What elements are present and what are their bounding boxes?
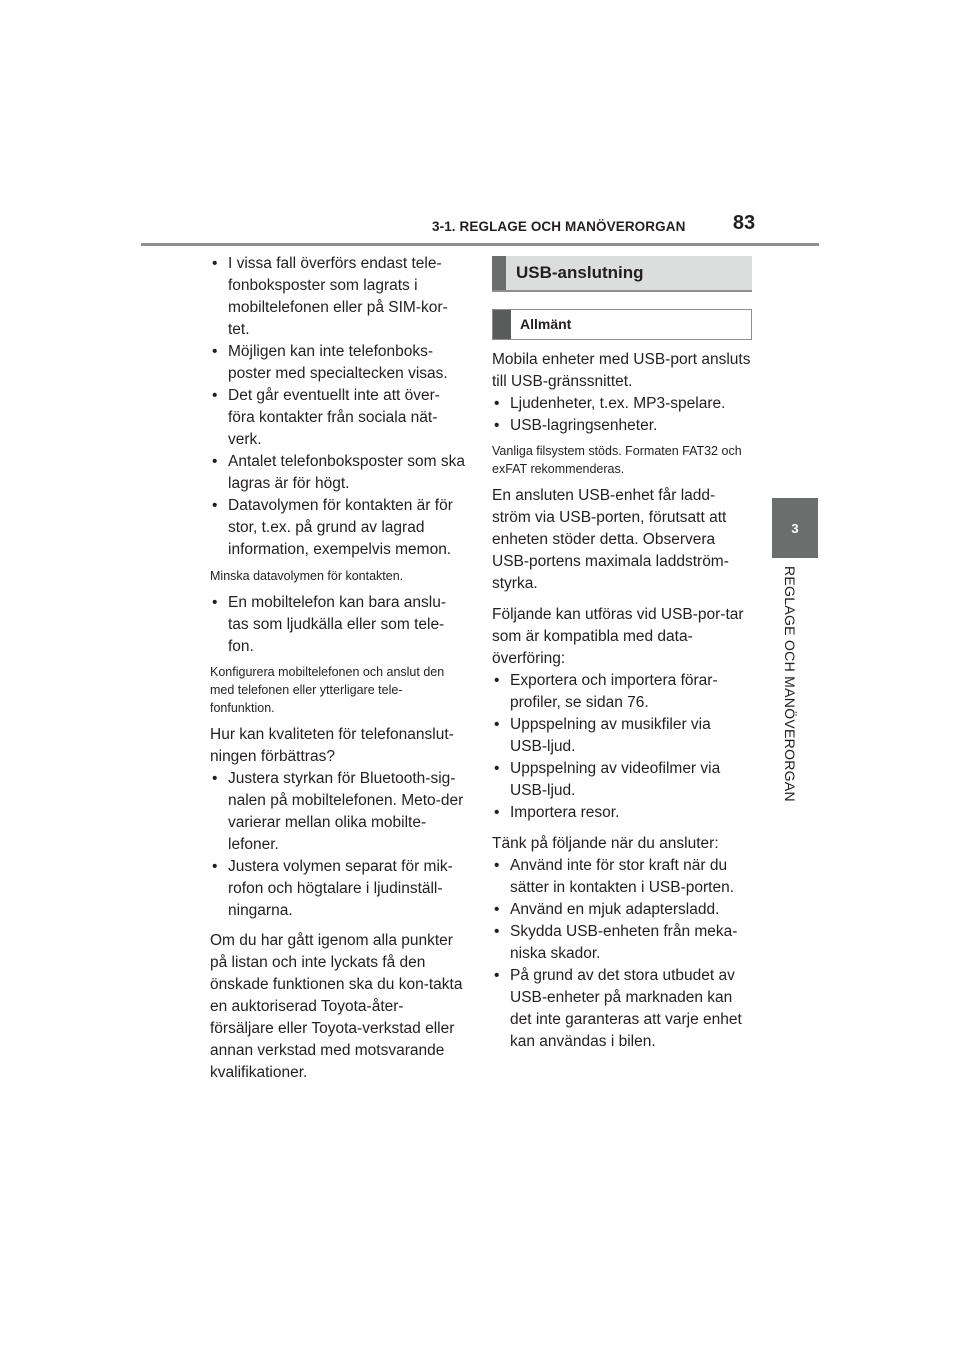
list-item: • USB-lagringsenheter. [492, 415, 752, 437]
list-item: • En mobiltelefon kan bara anslu-tas som ljudkälla eller som tele-fon. [210, 592, 466, 658]
bullet-list-audio [210, 592, 466, 658]
bullet-list-quality [210, 768, 466, 922]
heading-marker [492, 256, 506, 290]
header-rule [141, 243, 819, 246]
list-item: • Använd en mjuk adaptersladd. [492, 899, 752, 921]
running-header: 3-1. REGLAGE OCH MANÖVERORGAN [432, 219, 686, 234]
closing-paragraph: Om du har gått igenom alla punkter på listan och inte lyckats få den önskade funktionen ska du kon-takta en auktoriserad Toyota-åter-försäljare eller Toyota-verkstad eller annan verkstad med motsvarande kvalifikationer. [210, 932, 463, 1081]
chapter-tab: 3 [772, 498, 818, 558]
list-item: • I vissa fall överförs endast tele-fonboksposter som lagrats i mobiltelefonen eller på SIM-kor-tet. [210, 253, 466, 341]
bullet-list-functions [492, 670, 752, 824]
left-column [210, 253, 466, 1089]
list-item: • Exportera och importera förar-profiler, se sidan 76. [492, 670, 752, 714]
bullet-list-connect-tips [492, 855, 752, 1053]
right-column [492, 253, 752, 1058]
list-item: • Ljudenheter, t.ex. MP3-spelare. [492, 393, 752, 415]
list-item: • Importera resor. [492, 802, 752, 824]
bullet-list-devices [492, 393, 752, 437]
connect-paragraph: Tänk på följande när du ansluter: [492, 835, 719, 852]
charge-paragraph: En ansluten USB-enhet får ladd-ström via USB-porten, förutsatt att enheten stöder detta. Observera USB-portens maximala laddström-styrka. [492, 487, 729, 592]
bullet-list-contacts [210, 253, 466, 561]
list-item: • Det går eventuellt inte att över-föra kontakter från sociala nät-verk. [210, 385, 466, 451]
section-heading [492, 256, 752, 292]
note-text: Vanliga filsystem stöds. Formaten FAT32 och exFAT rekommenderas. [492, 444, 742, 476]
list-item: • Uppspelning av videofilmer via USB-ljud. [492, 758, 752, 802]
list-item: • Justera styrkan för Bluetooth-sig-nalen på mobiltelefonen. Meto-der varierar mellan olika mobilte-lefoner. [210, 768, 466, 856]
list-item: • Skydda USB-enheten från meka-niska skador. [492, 921, 752, 965]
heading-marker [493, 310, 511, 339]
list-item: • På grund av det stora utbudet av USB-enheter på marknaden kan det inte garanteras att varje enhet kan användas i bilen. [492, 965, 752, 1053]
list-item: • Använd inte för stor kraft när du sätter in kontakten i USB-porten. [492, 855, 752, 899]
list-item: • Möjligen kan inte telefonboks-poster med specialtecken visas. [210, 341, 466, 385]
list-item: • Datavolymen för kontakten är för stor, t.ex. på grund av lagrad information, exempelvis memon. [210, 495, 466, 561]
note-text: Minska datavolymen för kontakten. [210, 569, 404, 583]
question-text: Hur kan kvaliteten för telefonanslut-ningen förbättras? [210, 726, 454, 765]
list-item: • Justera volymen separat för mik-rofon och högtalare i ljudinställ-ningarna. [210, 856, 466, 922]
subsection-heading-text: Allmänt [520, 316, 572, 332]
note-text: Konfigurera mobiltelefonen och anslut den med telefonen eller ytterligare tele-fonfunktion. [210, 665, 445, 715]
functions-paragraph: Följande kan utföras vid USB-por-tar som är kompatibla med data-överföring: [492, 606, 744, 667]
section-heading-text: USB-anslutning [516, 263, 644, 282]
list-item: • Antalet telefonboksposter som ska lagras är för högt. [210, 451, 466, 495]
page-number: 83 [732, 212, 756, 234]
chapter-side-label: REGLAGE OCH MANÖVERORGAN [782, 566, 798, 802]
intro-paragraph: Mobila enheter med USB-port ansluts till USB-gränssnittet. [492, 351, 751, 390]
subsection-heading [492, 309, 752, 340]
list-item: • Uppspelning av musikfiler via USB-ljud. [492, 714, 752, 758]
